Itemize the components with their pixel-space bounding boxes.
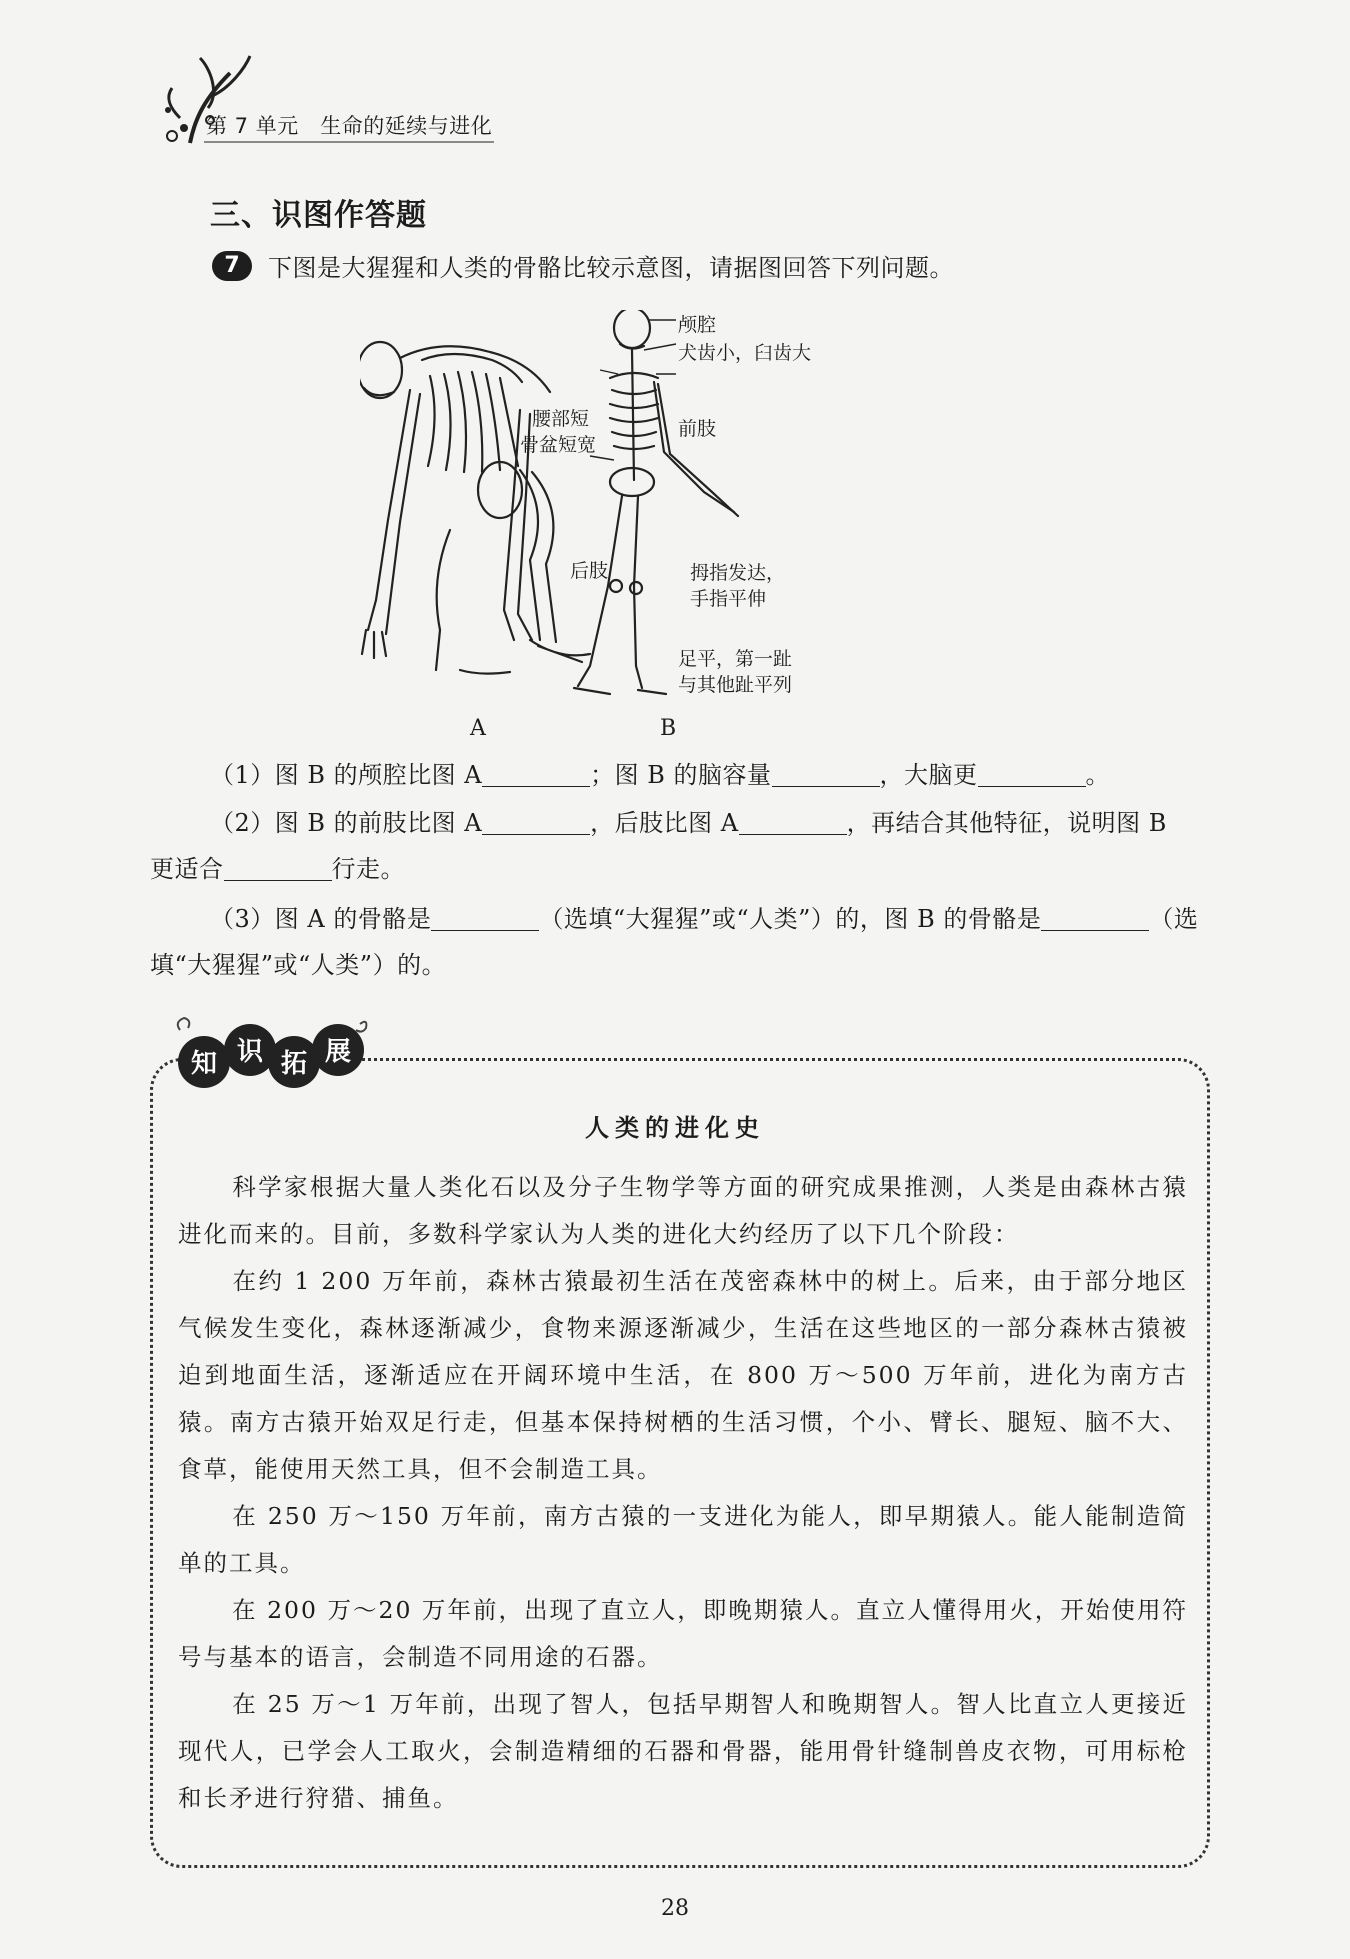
- unit-title: 第 7 单元 生命的延续与进化: [206, 114, 493, 138]
- label-skull: 颅腔: [678, 314, 717, 336]
- subquestion-3-cont: 填“大猩猩”或“人类”）的。: [150, 951, 447, 979]
- question-number-badge: 7: [212, 251, 252, 281]
- badge-char: 知: [190, 1049, 218, 1079]
- answer-blank[interactable]: [1041, 904, 1149, 931]
- answer-blank[interactable]: [772, 760, 880, 787]
- answer-blank[interactable]: [431, 904, 539, 931]
- subquestion-2: （2）图 B 的前肢比图 A ，后肢比图 A ，再结合其他特征，说明图 B: [210, 809, 1167, 837]
- label-thumb-2: 手指平伸: [690, 588, 767, 610]
- label-pelvis: 骨盆短宽: [520, 434, 597, 456]
- figure-caption-a: A: [470, 716, 486, 741]
- label-waist: 腰部短: [532, 408, 590, 430]
- label-forelimb: 前肢: [678, 418, 717, 440]
- answer-blank[interactable]: [482, 760, 590, 787]
- label-foot-1: 足平，第一趾: [678, 648, 793, 670]
- human-skeleton-icon: [574, 310, 738, 694]
- badge-char: 识: [236, 1037, 264, 1067]
- question-7: [212, 248, 954, 283]
- extension-heading: 人类的进化史: [585, 1114, 765, 1142]
- answer-blank[interactable]: [978, 760, 1086, 787]
- badge-ornament-icon: [170, 1010, 370, 1096]
- section-title: 三、识图作答题: [210, 198, 427, 233]
- gorilla-skeleton-icon: [360, 342, 590, 674]
- extension-paragraph: 在 25 万～1 万年前，出现了智人，包括早期智人和晚期智人。智人比直立人更接近现代人，已学会人工取火，会制造精细的石器和骨器，能用骨针缝制兽皮衣物，可用标枪和长矛进行狩猎、捕鱼。: [178, 1690, 1188, 1812]
- extension-paragraph: 在 200 万～20 万年前，出现了直立人，即晚期猿人。直立人懂得用火，开始使用符号与基本的语言，会制造不同用途的石器。: [178, 1596, 1188, 1671]
- label-hindlimb: 后肢: [570, 560, 609, 582]
- label-thumb-1: 拇指发达，: [690, 562, 786, 584]
- subquestion-3: （3）图 A 的骨骼是 （选填“大猩猩”或“人类”）的，图 B 的骨骼是 （选: [210, 905, 1199, 933]
- page-number: 28: [661, 1896, 689, 1921]
- subquestion-1: （1）图 B 的颅腔比图 A ；图 B 的脑容量 ，大脑更 。: [210, 761, 1111, 789]
- header-rule: [204, 141, 494, 143]
- extension-paragraph: 在约 1 200 万年前，森林古猿最初生活在茂密森林中的树上。后来，由于部分地区气候发生变化，森林逐渐减少，食物来源逐渐减少，生活在这些地区的一部分森林古猿被迫到地面生活，逐渐适应在开阔环境中生活，在 800 万～500 万年前，进化为南方古猿。南方古猿开始双足行走，但基本保持树栖的生活习惯，个小、臂长、腿短、脑不大、食草，能使用天然工具，但不会制造工具。: [178, 1267, 1188, 1483]
- skeleton-comparison-figure: [360, 310, 1020, 750]
- label-teeth: 犬齿小，臼齿大: [678, 342, 812, 364]
- page-header: [150, 48, 1300, 148]
- extension-paragraph: 在 250 万～150 万年前，南方古猿的一支进化为能人，即早期猿人。能人能制造简单的工具。: [178, 1502, 1188, 1577]
- badge-char: 展: [324, 1037, 352, 1067]
- badge-char: 拓: [280, 1049, 308, 1079]
- answer-blank[interactable]: [224, 854, 332, 881]
- figure-caption-b: B: [660, 716, 677, 741]
- answer-blank[interactable]: [739, 808, 847, 835]
- extension-paragraph: 科学家根据大量人类化石以及分子生物学等方面的研究成果推测，人类是由森林古猿进化而来的。目前，多数科学家认为人类的进化大约经历了以下几个阶段：: [178, 1173, 1188, 1248]
- knowledge-extension-badge: [170, 1010, 370, 1096]
- subquestion-2-cont: 更适合 行走。: [150, 855, 405, 883]
- label-foot-2: 与其他趾平列: [678, 674, 793, 696]
- question-stem: 下图是大猩猩和人类的骨骼比较示意图，请据图回答下列问题。: [268, 254, 954, 282]
- answer-blank[interactable]: [482, 808, 590, 835]
